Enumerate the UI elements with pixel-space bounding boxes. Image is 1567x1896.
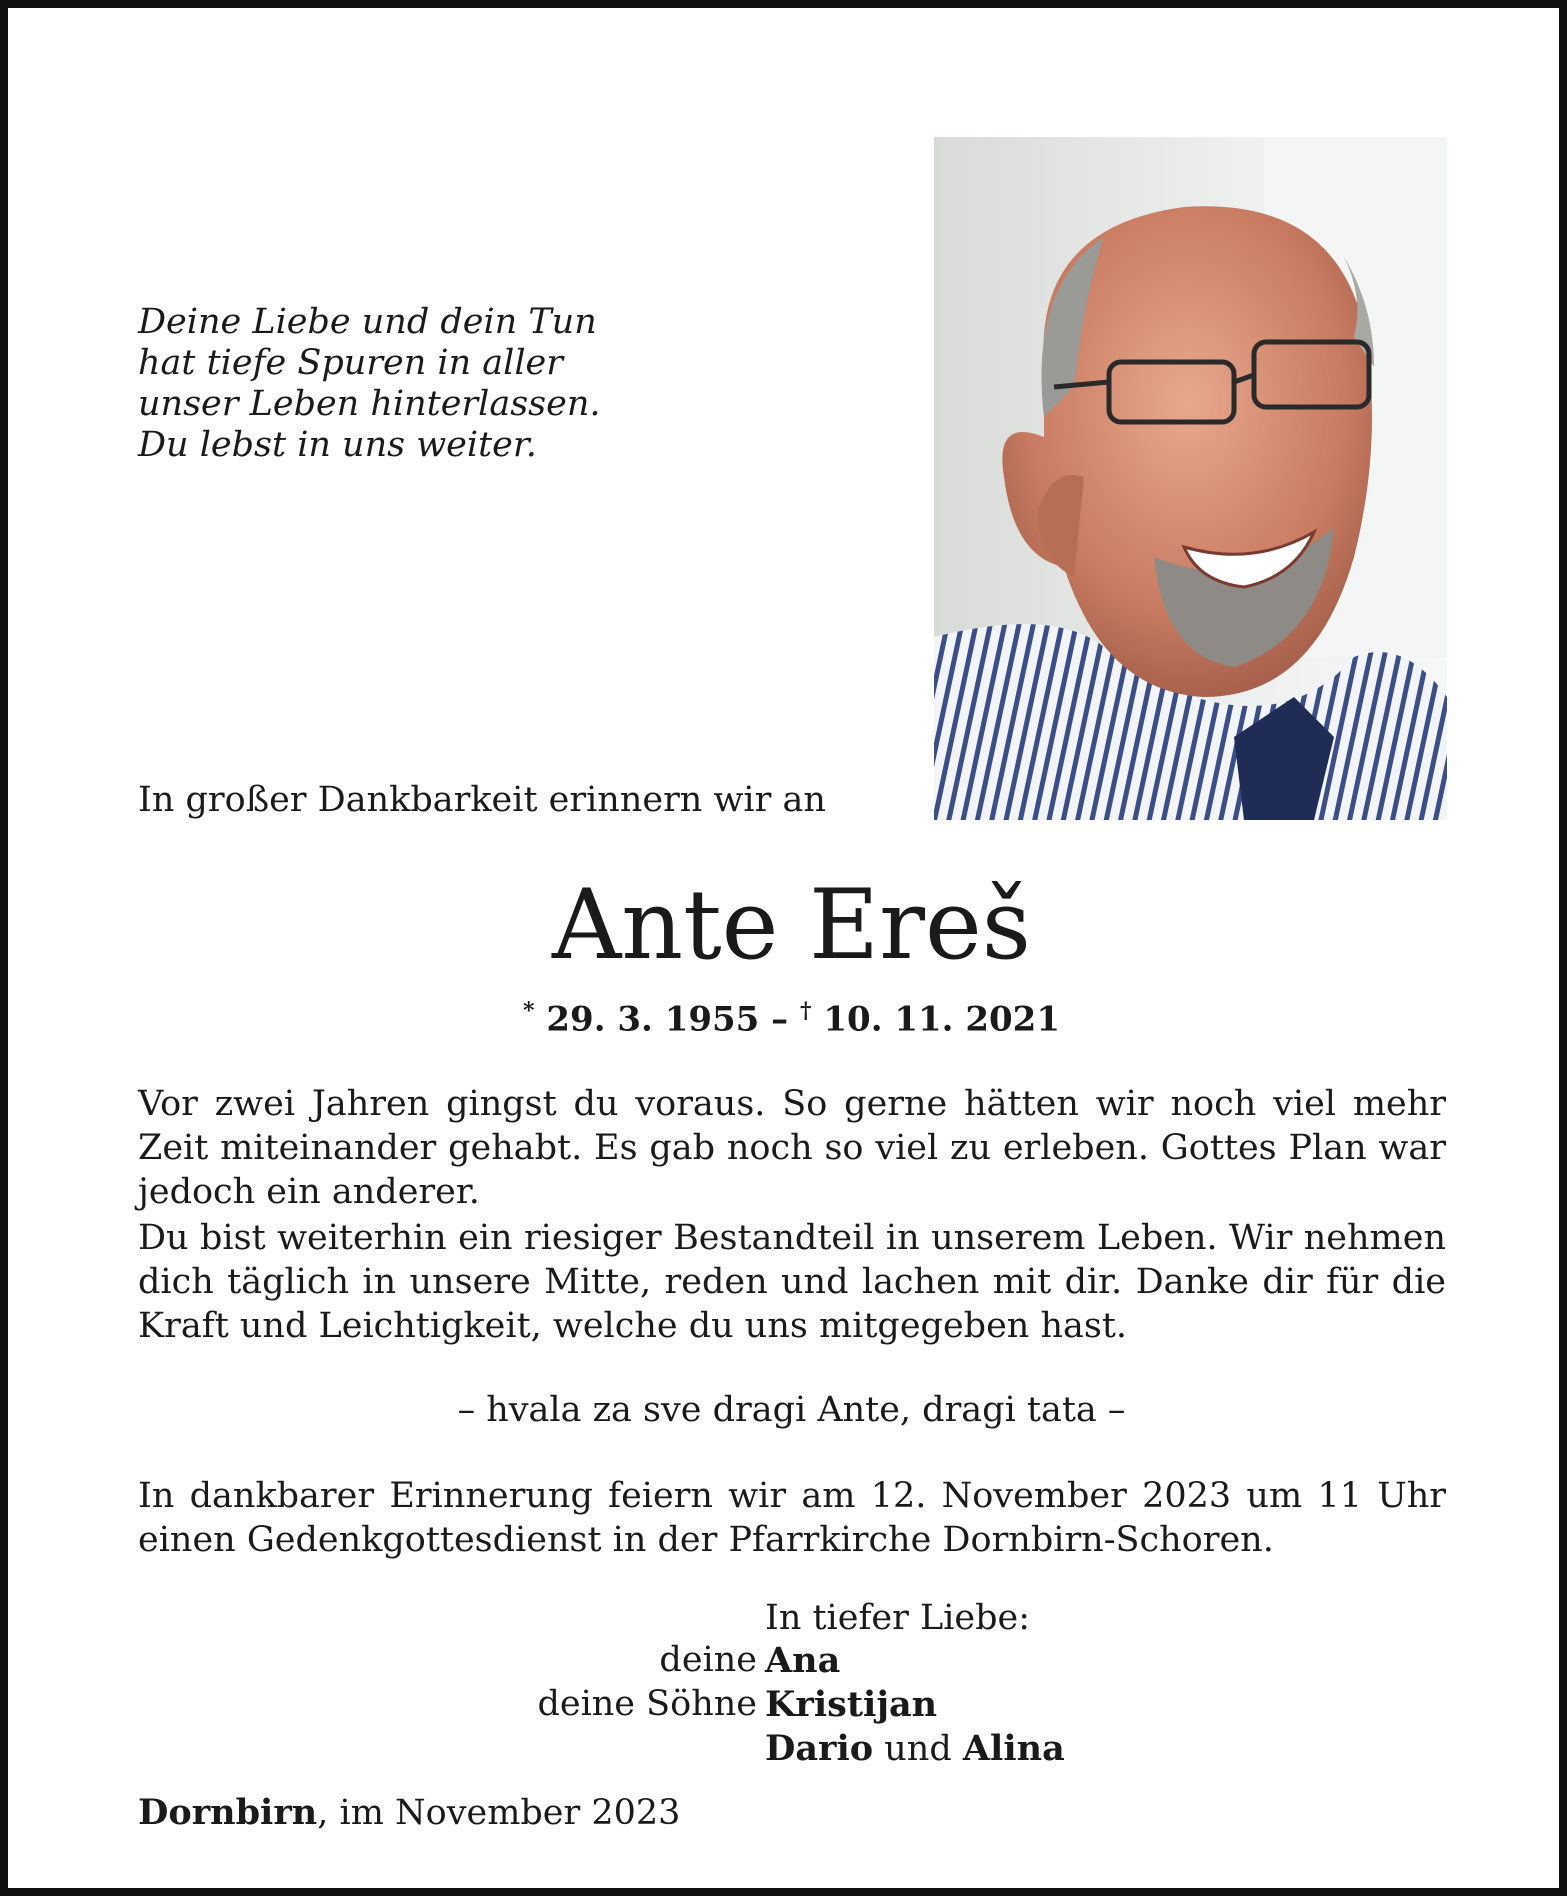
signature-heading: In tiefer Liebe: bbox=[765, 1598, 1031, 1638]
portrait-photo bbox=[934, 137, 1447, 820]
birth-star-symbol: * bbox=[523, 998, 535, 1024]
memorial-service-announcement: In dankbarer Erinnerung feiern wir am 12. November 2023 um 11 Uhr einen Gedenkgottesdienst in der Pfarrkirche Dornbirn-Schoren. bbox=[138, 1476, 1446, 1560]
signer-name: Kristijan bbox=[765, 1684, 938, 1725]
place-and-date bbox=[138, 1792, 680, 1833]
motto-line: hat tiefe Spuren in aller bbox=[138, 343, 563, 383]
place-name: Dornbirn bbox=[138, 1792, 318, 1833]
croatian-tagline: – hvala za sve dragi Ante, dragi tata – bbox=[457, 1390, 1126, 1430]
life-dates bbox=[8, 998, 1567, 1039]
intro-line: In großer Dankbarkeit erinnern wir an bbox=[138, 780, 826, 820]
birth-date: 29. 3. 1955 bbox=[546, 999, 760, 1040]
name-connector: und bbox=[873, 1729, 963, 1769]
motto-line: Du lebst in uns weiter. bbox=[138, 425, 537, 465]
motto-verse bbox=[138, 302, 658, 466]
date-separator: – bbox=[771, 999, 789, 1040]
motto-line: Deine Liebe und dein Tun bbox=[138, 302, 597, 342]
paragraph-1: Vor zwei Jahren gingst du voraus. So gerne hätten wir noch viel mehr Zeit miteinander gehabt. Es gab noch so viel zu erleben. Gottes Plan war jedoch ein anderer. bbox=[138, 1084, 1446, 1212]
signer-names bbox=[765, 1640, 840, 1681]
signer-names bbox=[765, 1684, 937, 1725]
signer-name: Ana bbox=[765, 1640, 841, 1681]
relation-label: deine bbox=[659, 1640, 757, 1680]
signature-row bbox=[8, 1640, 1567, 1684]
relation-label: deine Söhne bbox=[537, 1684, 757, 1724]
motto-line: unser Leben hinterlassen. bbox=[138, 384, 601, 424]
signer-names bbox=[765, 1728, 1065, 1769]
date-line: , im November 2023 bbox=[317, 1793, 681, 1833]
signature-row bbox=[8, 1684, 1567, 1728]
signer-name: Alina bbox=[962, 1728, 1065, 1769]
deceased-name: Ante Ereš bbox=[551, 869, 1032, 981]
signature-row bbox=[8, 1728, 1567, 1772]
signer-name: Dario bbox=[765, 1728, 874, 1769]
death-date: 10. 11. 2021 bbox=[823, 999, 1060, 1040]
paragraph-2: Du bist weiterhin ein riesiger Bestandteil in unserem Leben. Wir nehmen dich täglich in unsere Mitte, reden und lachen mit dir. Danke dir für die Kraft und Leichtigkeit, welche du uns mitgegeben hast. bbox=[138, 1218, 1446, 1346]
death-cross-symbol: † bbox=[800, 998, 812, 1024]
